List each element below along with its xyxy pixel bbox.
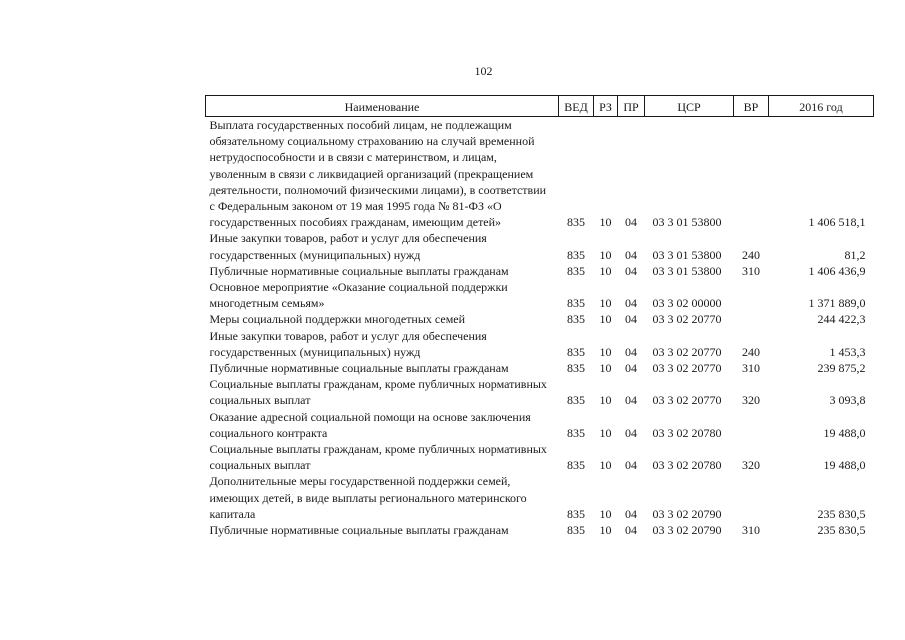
row-amount-cell: 81,2 [844, 247, 866, 262]
row-vr-cell: 240 [742, 344, 760, 359]
header-year: 2016 год [769, 96, 874, 117]
row-pr-cell: 04 [625, 312, 637, 327]
page-number: 102 [474, 64, 493, 78]
row-csr-cell: 03 3 01 53800 [652, 215, 722, 230]
row-csr-cell: 03 3 02 20770 [652, 312, 722, 327]
row-pr-cell: 04 [625, 393, 637, 408]
row-amount-cell: 1 406 436,9 [808, 263, 866, 278]
row-ved-cell: 835 [567, 247, 585, 262]
header-name: Наименование [206, 96, 559, 117]
row-csr-cell: 03 3 02 20770 [652, 393, 722, 408]
row-amount-cell: 239 875,2 [817, 361, 866, 376]
row-ved-cell: 835 [567, 523, 585, 538]
row-amount-cell: 3 093,8 [829, 393, 866, 408]
row-name-cell: Выплата государственных пособий лицам, не подлежащим обязательному социальному страхованию на случай временной нетрудоспособности и в связи с материнством, и лицам, уволенным в связи с ликвидацией организаций (прекращением деятельности, полномочий физическими лицами), в соответствии с Федеральным законом от 19 мая 1995 года № 81-ФЗ «О государственных пособиях гражданам, имеющим детей» [209, 118, 547, 230]
row-pr-cell: 04 [625, 425, 637, 440]
row-ved-cell: 835 [567, 458, 585, 473]
table-body [206, 117, 874, 539]
row-name-cell: Иные закупки товаров, работ и услуг для обеспечения государственных (муниципальных) нужд [209, 231, 487, 262]
table-row [206, 376, 874, 408]
row-rz-cell: 10 [599, 425, 612, 440]
row-vr-cell [734, 409, 769, 441]
row-ved-cell: 835 [567, 506, 585, 521]
row-csr-cell: 03 3 02 00000 [652, 296, 722, 311]
table-row [206, 230, 874, 262]
table-row [206, 311, 874, 327]
row-vr-cell [734, 279, 769, 311]
row-amount-cell: 1 406 518,1 [808, 215, 866, 230]
row-pr-cell: 04 [625, 361, 637, 376]
header-vr: ВР [734, 96, 769, 117]
row-csr-cell: 03 3 01 53800 [652, 263, 722, 278]
row-csr-cell: 03 3 02 20770 [652, 344, 722, 359]
row-name-cell: Публичные нормативные социальные выплаты гражданам [209, 263, 509, 278]
row-amount-cell: 19 488,0 [823, 458, 866, 473]
row-vr-cell [734, 473, 769, 522]
row-amount-cell: 235 830,5 [817, 523, 866, 538]
budget-table-container [205, 95, 873, 538]
table-row [206, 117, 874, 231]
header-pr: ПР [618, 96, 645, 117]
row-name-cell: Дополнительные меры государственной поддержки семей, имеющих детей, в виде выплаты регионального материнского капитала [209, 474, 527, 521]
table-row [206, 360, 874, 376]
row-pr-cell: 04 [625, 344, 637, 359]
row-amount-cell: 1 371 889,0 [808, 296, 866, 311]
row-ved-cell: 835 [567, 312, 585, 327]
row-name-cell: Социальные выплаты гражданам, кроме публичных нормативных социальных выплат [209, 442, 547, 473]
row-rz-cell: 10 [599, 296, 612, 311]
row-csr-cell: 03 3 02 20780 [652, 425, 722, 440]
row-rz-cell: 10 [599, 393, 612, 408]
header-rz: РЗ [594, 96, 618, 117]
row-pr-cell: 04 [625, 506, 637, 521]
row-rz-cell: 10 [599, 361, 612, 376]
row-vr-cell: 240 [742, 247, 760, 262]
table-row [206, 522, 874, 538]
row-rz-cell: 10 [599, 312, 612, 327]
row-amount-cell: 235 830,5 [817, 506, 866, 521]
row-pr-cell: 04 [625, 296, 637, 311]
row-ved-cell: 835 [567, 425, 585, 440]
row-vr-cell: 320 [742, 393, 760, 408]
row-ved-cell: 835 [567, 215, 585, 230]
budget-table [205, 95, 874, 538]
row-ved-cell: 835 [567, 393, 585, 408]
row-csr-cell: 03 3 01 53800 [652, 247, 722, 262]
row-amount-cell: 244 422,3 [817, 312, 866, 327]
row-vr-cell [734, 117, 769, 231]
row-name-cell: Публичные нормативные социальные выплаты гражданам [209, 523, 509, 538]
row-name-cell: Иные закупки товаров, работ и услуг для обеспечения государственных (муниципальных) нужд [209, 328, 487, 359]
table-row [206, 328, 874, 360]
row-rz-cell: 10 [599, 344, 612, 359]
row-name-cell: Социальные выплаты гражданам, кроме публичных нормативных социальных выплат [209, 377, 547, 408]
row-vr-cell [734, 311, 769, 327]
row-vr-cell: 310 [742, 263, 760, 278]
row-vr-cell: 310 [742, 361, 760, 376]
table-row [206, 409, 874, 441]
row-rz-cell: 10 [599, 215, 612, 230]
row-pr-cell: 04 [625, 523, 637, 538]
table-row [206, 441, 874, 473]
row-amount-cell: 1 453,3 [829, 344, 866, 359]
row-pr-cell: 04 [625, 215, 637, 230]
row-pr-cell: 04 [625, 263, 637, 278]
row-csr-cell: 03 3 02 20780 [652, 458, 722, 473]
row-name-cell: Основное мероприятие «Оказание социальной поддержки многодетным семьям» [209, 280, 508, 311]
row-vr-cell: 320 [742, 458, 760, 473]
row-rz-cell: 10 [599, 458, 612, 473]
row-name-cell: Меры социальной поддержки многодетных семей [209, 312, 466, 327]
row-rz-cell: 10 [599, 506, 612, 521]
table-row [206, 263, 874, 279]
table-row [206, 473, 874, 522]
row-rz-cell: 10 [599, 523, 612, 538]
row-rz-cell: 10 [599, 263, 612, 278]
row-ved-cell: 835 [567, 361, 585, 376]
header-row [206, 96, 874, 117]
row-pr-cell: 04 [625, 458, 637, 473]
row-ved-cell: 835 [567, 296, 585, 311]
row-amount-cell: 19 488,0 [823, 425, 866, 440]
row-csr-cell: 03 3 02 20790 [652, 506, 722, 521]
row-ved-cell: 835 [567, 263, 585, 278]
table-row [206, 279, 874, 311]
table-header [206, 96, 874, 117]
header-csr: ЦСР [645, 96, 734, 117]
row-pr-cell: 04 [625, 247, 637, 262]
header-ved: ВЕД [559, 96, 594, 117]
row-name-cell: Публичные нормативные социальные выплаты гражданам [209, 361, 509, 376]
row-csr-cell: 03 3 02 20790 [652, 523, 722, 538]
row-rz-cell: 10 [599, 247, 612, 262]
row-name-cell: Оказание адресной социальной помощи на основе заключения социального контракта [209, 409, 531, 440]
row-ved-cell: 835 [567, 344, 585, 359]
row-vr-cell: 310 [742, 523, 760, 538]
row-csr-cell: 03 3 02 20770 [652, 361, 722, 376]
